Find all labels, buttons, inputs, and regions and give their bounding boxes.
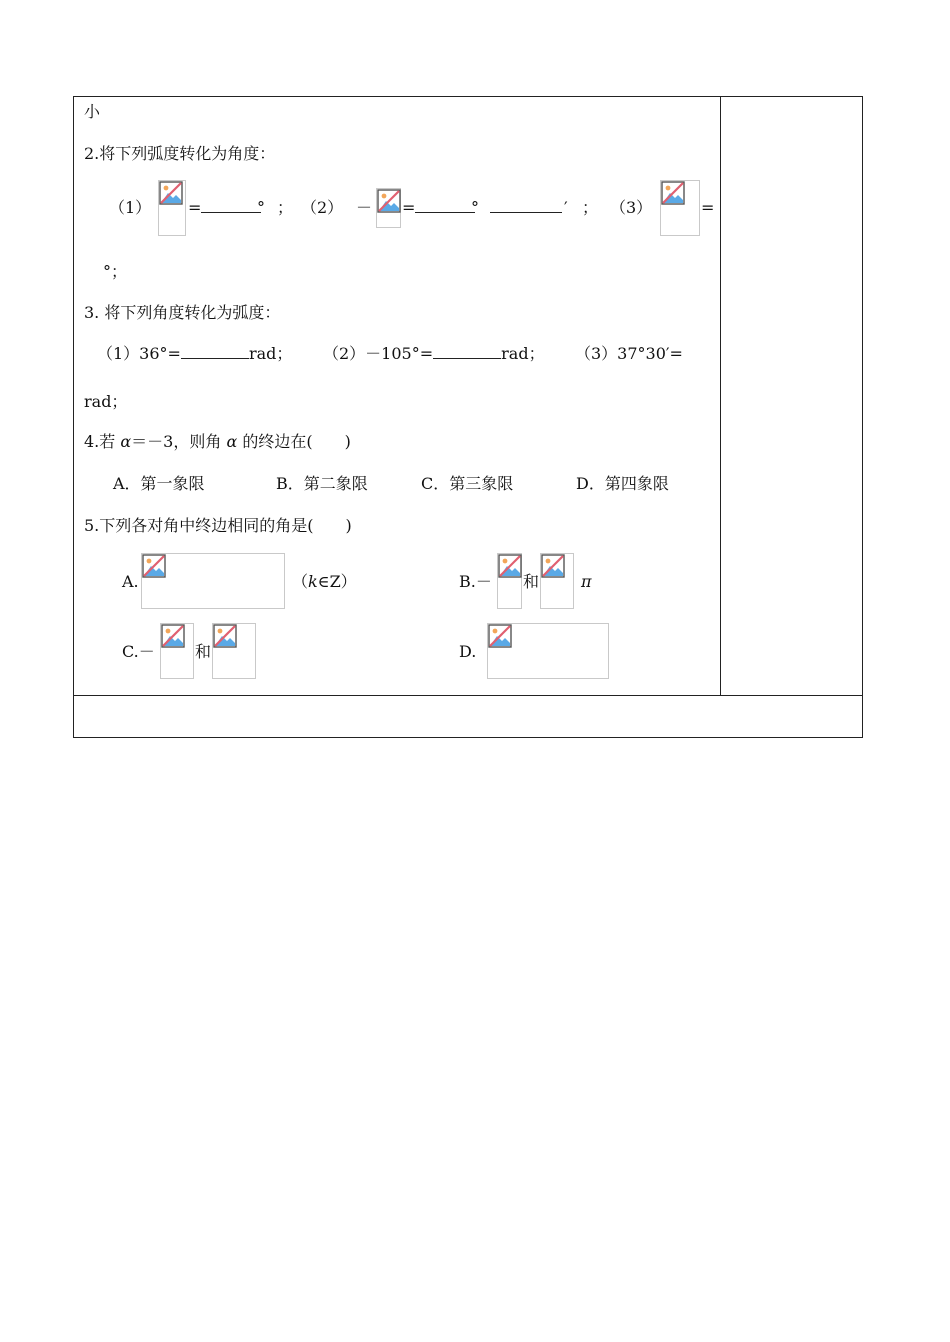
q5-a-paren-open: （ [292,572,309,591]
q5-b-image-1 [497,553,522,609]
q3-p1-blank [181,344,249,359]
q4-alpha-1: α [120,432,132,451]
q2-p2-equals: = [402,198,416,217]
q3-p2-text: （2）－105°= [323,344,434,363]
worksheet-table [73,96,863,738]
q2-p1-image [158,180,186,236]
q2-p1-answer [188,198,261,218]
broken-image-icon [161,624,185,648]
q4-title-a: 4.若 [84,432,121,451]
q5-c-image-2 [212,623,256,679]
broken-image-icon [159,181,183,205]
q5-a-domain [292,572,357,592]
q4-title-c: 的终边在( ) [237,432,351,451]
q3-p2-blank [433,344,501,359]
q5-b-pi: π [581,572,592,591]
q5-d-image [487,623,609,679]
q2-p2-blank-deg [415,198,475,213]
q5-b-label: B.－ [459,572,492,591]
q3-p1 [97,344,292,364]
q5-a-paren-close: ∈Z） [317,572,357,591]
q2-p2-blank-min [490,198,562,213]
q2-p2-min: ′ [564,198,568,217]
q2-p1-sep: ； [277,198,294,217]
q2-p1-blank [201,198,261,213]
q2-p1-unit: ° [257,198,265,217]
q4-alpha-2: α [226,432,238,451]
q3-p2-unit: rad； [501,344,545,363]
q5-c-image-1 [160,623,194,679]
q2-p3-image [660,180,700,236]
q4-title [84,432,351,452]
broken-image-icon [488,624,512,648]
q5-a-label: A. [122,572,139,591]
q2-p3-label: （3） [610,198,653,217]
q3-p1-text: （1）36°= [97,344,181,363]
q4-title-b: ＝－3，则角 [131,432,227,451]
q4-option-a: A．第一象限 [113,474,205,493]
bottom-cell [73,695,863,738]
broken-image-icon [498,554,522,578]
q3-tail: rad； [84,392,128,411]
q3-p2 [323,344,545,364]
q5-c-and: 和 [195,642,212,661]
q5-a-k: k [308,572,318,591]
q2-p2-minus: － [356,198,373,217]
broken-image-icon [541,554,565,578]
q2-p1-equals: = [188,198,202,217]
q5-d-label: D. [459,642,477,661]
intro-text: 小 [84,102,101,121]
q5-title: 5.下列各对角中终边相同的角是( ) [84,516,352,535]
q2-tail: °； [103,262,128,281]
broken-image-icon [142,554,166,578]
q5-b-and: 和 [523,572,540,591]
q2-p2-label: （2） [301,198,344,217]
side-cell [720,96,863,696]
q2-p2-deg: ° [471,198,479,217]
q3-p1-unit: rad； [248,344,293,363]
q2-p2-min-group [490,198,562,218]
q5-a-image [141,553,285,609]
q2-p1-label: （1） [109,198,152,217]
q2-p2-sep: ； [582,198,599,217]
q5-b-image-2 [540,553,574,609]
q4-option-d: D．第四象限 [576,474,669,493]
q2-p2-image [376,188,401,228]
q4-option-c: C．第三象限 [421,474,514,493]
broken-image-icon [213,624,237,648]
q3-title: 3. 将下列角度转化为弧度： [84,303,281,322]
q2-title: 2.将下列弧度转化为角度： [84,144,276,163]
q3-p3-text: （3）37°30′= [575,344,683,363]
q2-p3-equals: = [701,198,715,217]
broken-image-icon [661,181,685,205]
q2-p2-answer [402,198,475,218]
broken-image-icon [377,189,401,213]
q5-c-label: C.－ [122,642,155,661]
q4-option-b: B．第二象限 [276,474,368,493]
